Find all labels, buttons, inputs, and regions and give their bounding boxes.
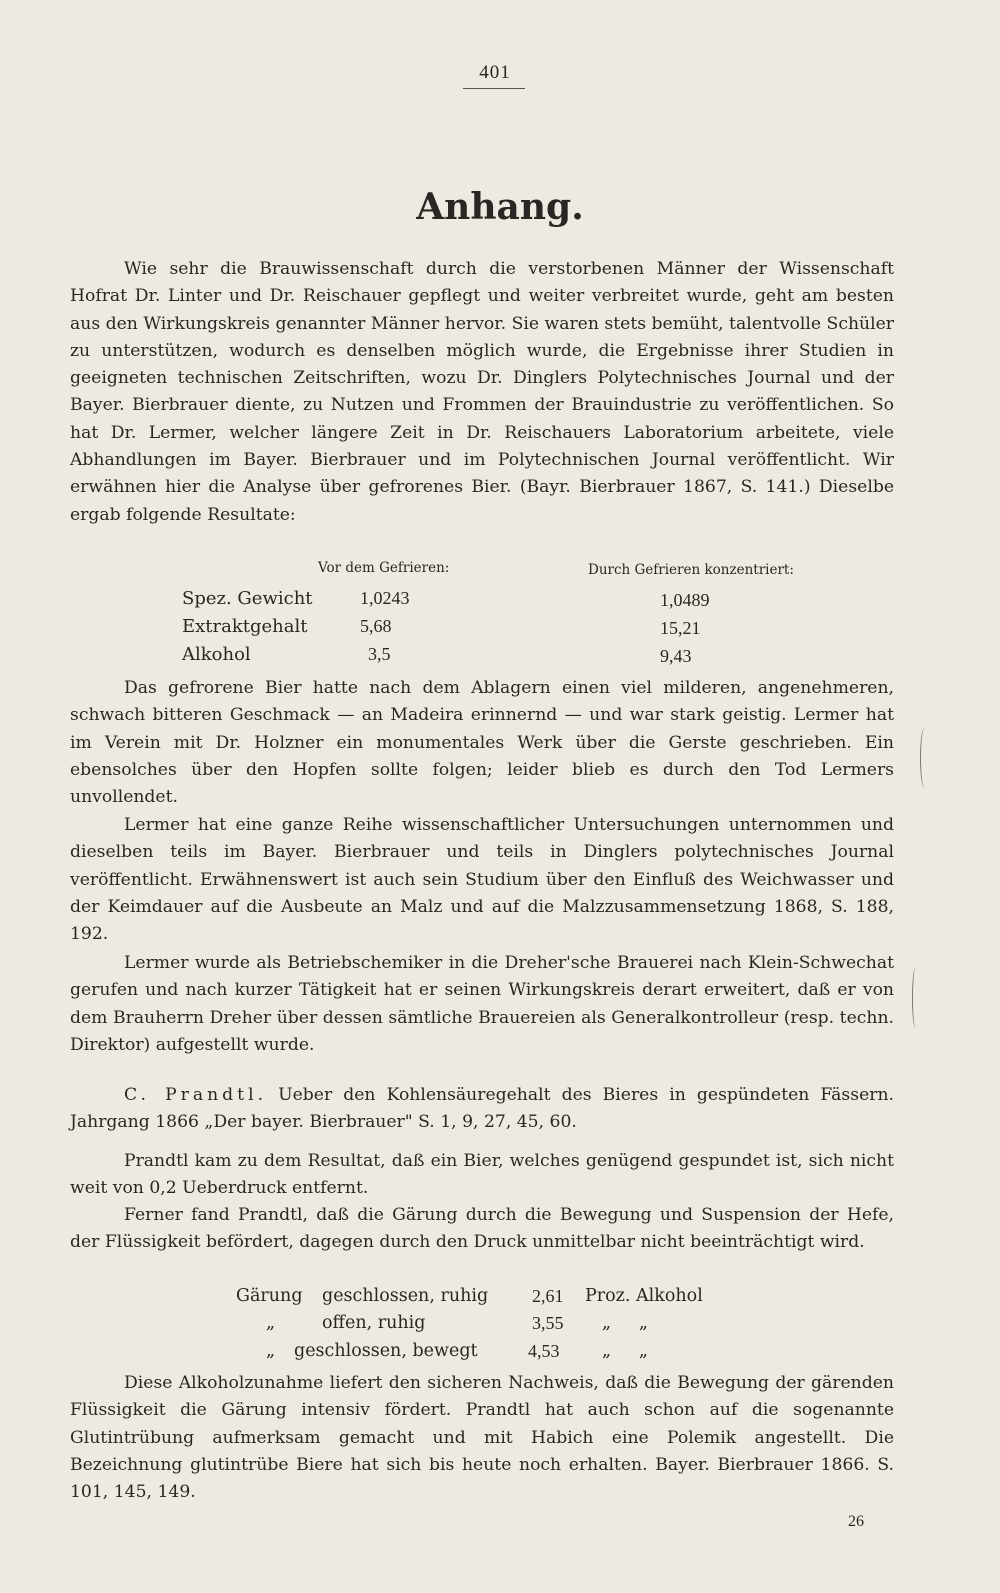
table1-header-before: Vor dem Gefrieren: xyxy=(318,560,450,576)
page-number: 401 xyxy=(479,62,511,83)
table1-row-before: 5,68 xyxy=(360,616,392,636)
table1-row-label: Alkohol xyxy=(182,644,251,665)
margin-mark xyxy=(920,728,929,788)
table1-row-after: 15,21 xyxy=(660,618,701,638)
paragraph-conclusion: Diese Alkoholzunahme liefert den sicheren Nachweis, daß die Bewegung der gärenden Flüssigkeit die Gärung intensiv fördert. Prandtl hat auch schon auf die sogenannte Glutintrübung aufmerksam gemacht und mit Habich eine Polemik angestellt. Die Bezeichnung glutintrübe Biere hat sich bis heute noch erhalten. Bayer. Bierbrauer 1866. S. 101, 145, 149. xyxy=(70,1373,894,1503)
table2-row-b: geschlossen, ruhig xyxy=(322,1286,489,1306)
paragraph-intro: Wie sehr die Brauwissenschaft durch die verstorbenen Männer der Wissenschaft Hofrat Dr. Linter und Dr. Reischauer gepflegt und weiter verbreitet wurde, geht am besten aus den Wirkungskreis genannter Männer hervor. Sie waren stets bemüht, talentvolle Schüler zu unterstützen, wodurch es denselben möglich wurde, die Ergebnisse ihrer Studien in geeigneten technischen Zeitschriften, wozu Dr. Dinglers Polytechnisches Journal und der Bayer. Bierbrauer diente, zu Nutzen und Frommen der Brauindustrie zu veröffentlichen. So hat Dr. Lermer, welcher längere Zeit in Dr. Reischauers Laboratorium arbeitete, viele Abhandlungen im Bayer. Bierbrauer und im Polytechnischen Journal veröffentlicht. Wir erwähnen hier die Analyse über gefrorenes Bier. (Bayr. Bierbrauer 1867, S. 141.) Dieselbe ergab folgende Resultate: xyxy=(70,259,894,525)
table1-row-label: Spez. Gewicht xyxy=(182,588,313,609)
table1-row-before: 3,5 xyxy=(368,644,391,664)
paragraph-prandtl-fermentation: Ferner fand Prandtl, daß die Gärung durch die Bewegung und Suspension der Hefe, der Flüssigkeit befördert, dagegen durch den Druck unmittelbar nicht beeinträchtigt wird. xyxy=(70,1205,894,1253)
table1-row-label: Extraktgehalt xyxy=(182,616,308,637)
table2-row-a: „ xyxy=(266,1313,276,1333)
table1-row-after: 1,0489 xyxy=(660,590,710,610)
signature-mark: 26 xyxy=(848,1513,864,1530)
paragraph-lermer-studies: Lermer hat eine ganze Reihe wissenschaftlicher Untersuchungen unternommen und dieselben teils im Bayer. Bierbrauer und teils in Dinglers polytechnisches Journal veröffentlicht. Erwähnenswert ist auch sein Studium über den Einfluß des Weichwasser und der Keimdauer auf die Ausbeute an Malz und auf die Malzzusammensetzung 1868, S. 188, 192. xyxy=(70,815,894,945)
page-number-rule xyxy=(463,88,525,89)
table1-row-before: 1,0243 xyxy=(360,588,410,608)
paragraph-lermer-career: Lermer wurde als Betriebschemiker in die Dreher'sche Brauerei nach Klein-Schwechat gerufen und nach kurzer Tätigkeit hat er seinen Wirkungskreis derart erweitert, daß er von dem Brauherrn Dreher über dessen sämtliche Brauereien als Generalkontrolleur (resp. techn. Direktor) aufgestellt wurde. xyxy=(70,953,894,1055)
table2-row-value: 4,53 xyxy=(528,1341,560,1361)
table2-row-a: „ xyxy=(266,1341,276,1361)
paragraph-prandtl-result: Prandtl kam zu dem Resultat, daß ein Bier, welches genügend gespundet ist, sich nicht weit von 0,2 Ueberdruck entfernt. xyxy=(70,1151,894,1199)
margin-mark xyxy=(912,968,919,1028)
table2-row-b: geschlossen, bewegt xyxy=(294,1341,478,1361)
paragraph-frozen-beer: Das gefrorene Bier hatte nach dem Ablagern einen viel milderen, angenehmeren, schwach bitteren Geschmack — an Madeira erinnernd — und war stark geistig. Lermer hat im Verein mit Dr. Holzner ein monumentales Werk über die Gerste geschrieben. Ein ebensolches über den Hopfen sollte folgen; leider blieb es durch den Tod Lermers unvollendet. xyxy=(70,678,894,808)
table1-header-after: Durch Gefrieren konzentriert: xyxy=(588,562,794,578)
section-heading: Anhang. xyxy=(416,186,584,228)
table1-row-after: 9,43 xyxy=(660,646,692,666)
table2-row-value: 3,55 xyxy=(532,1313,564,1333)
author-name: C. Prandtl. xyxy=(124,1085,268,1105)
table2-row-a: Gärung xyxy=(236,1286,303,1306)
table2-row-b: offen, ruhig xyxy=(322,1313,426,1333)
table2-row-unit: „ „ xyxy=(602,1313,648,1333)
table2-row-value: 2,61 xyxy=(532,1286,564,1306)
paragraph-prandtl-ref xyxy=(70,1082,894,1137)
table2-row-unit: Proz. Alkohol xyxy=(585,1286,703,1306)
table2-row-unit: „ „ xyxy=(602,1341,648,1361)
reference-text: Ueber den Kohlensäuregehalt des Bieres in gespündeten Fässern. Jahrgang 1866 „Der bayer. Bierbrauer" S. 1, 9, 27, 45, 60. xyxy=(70,1085,894,1133)
